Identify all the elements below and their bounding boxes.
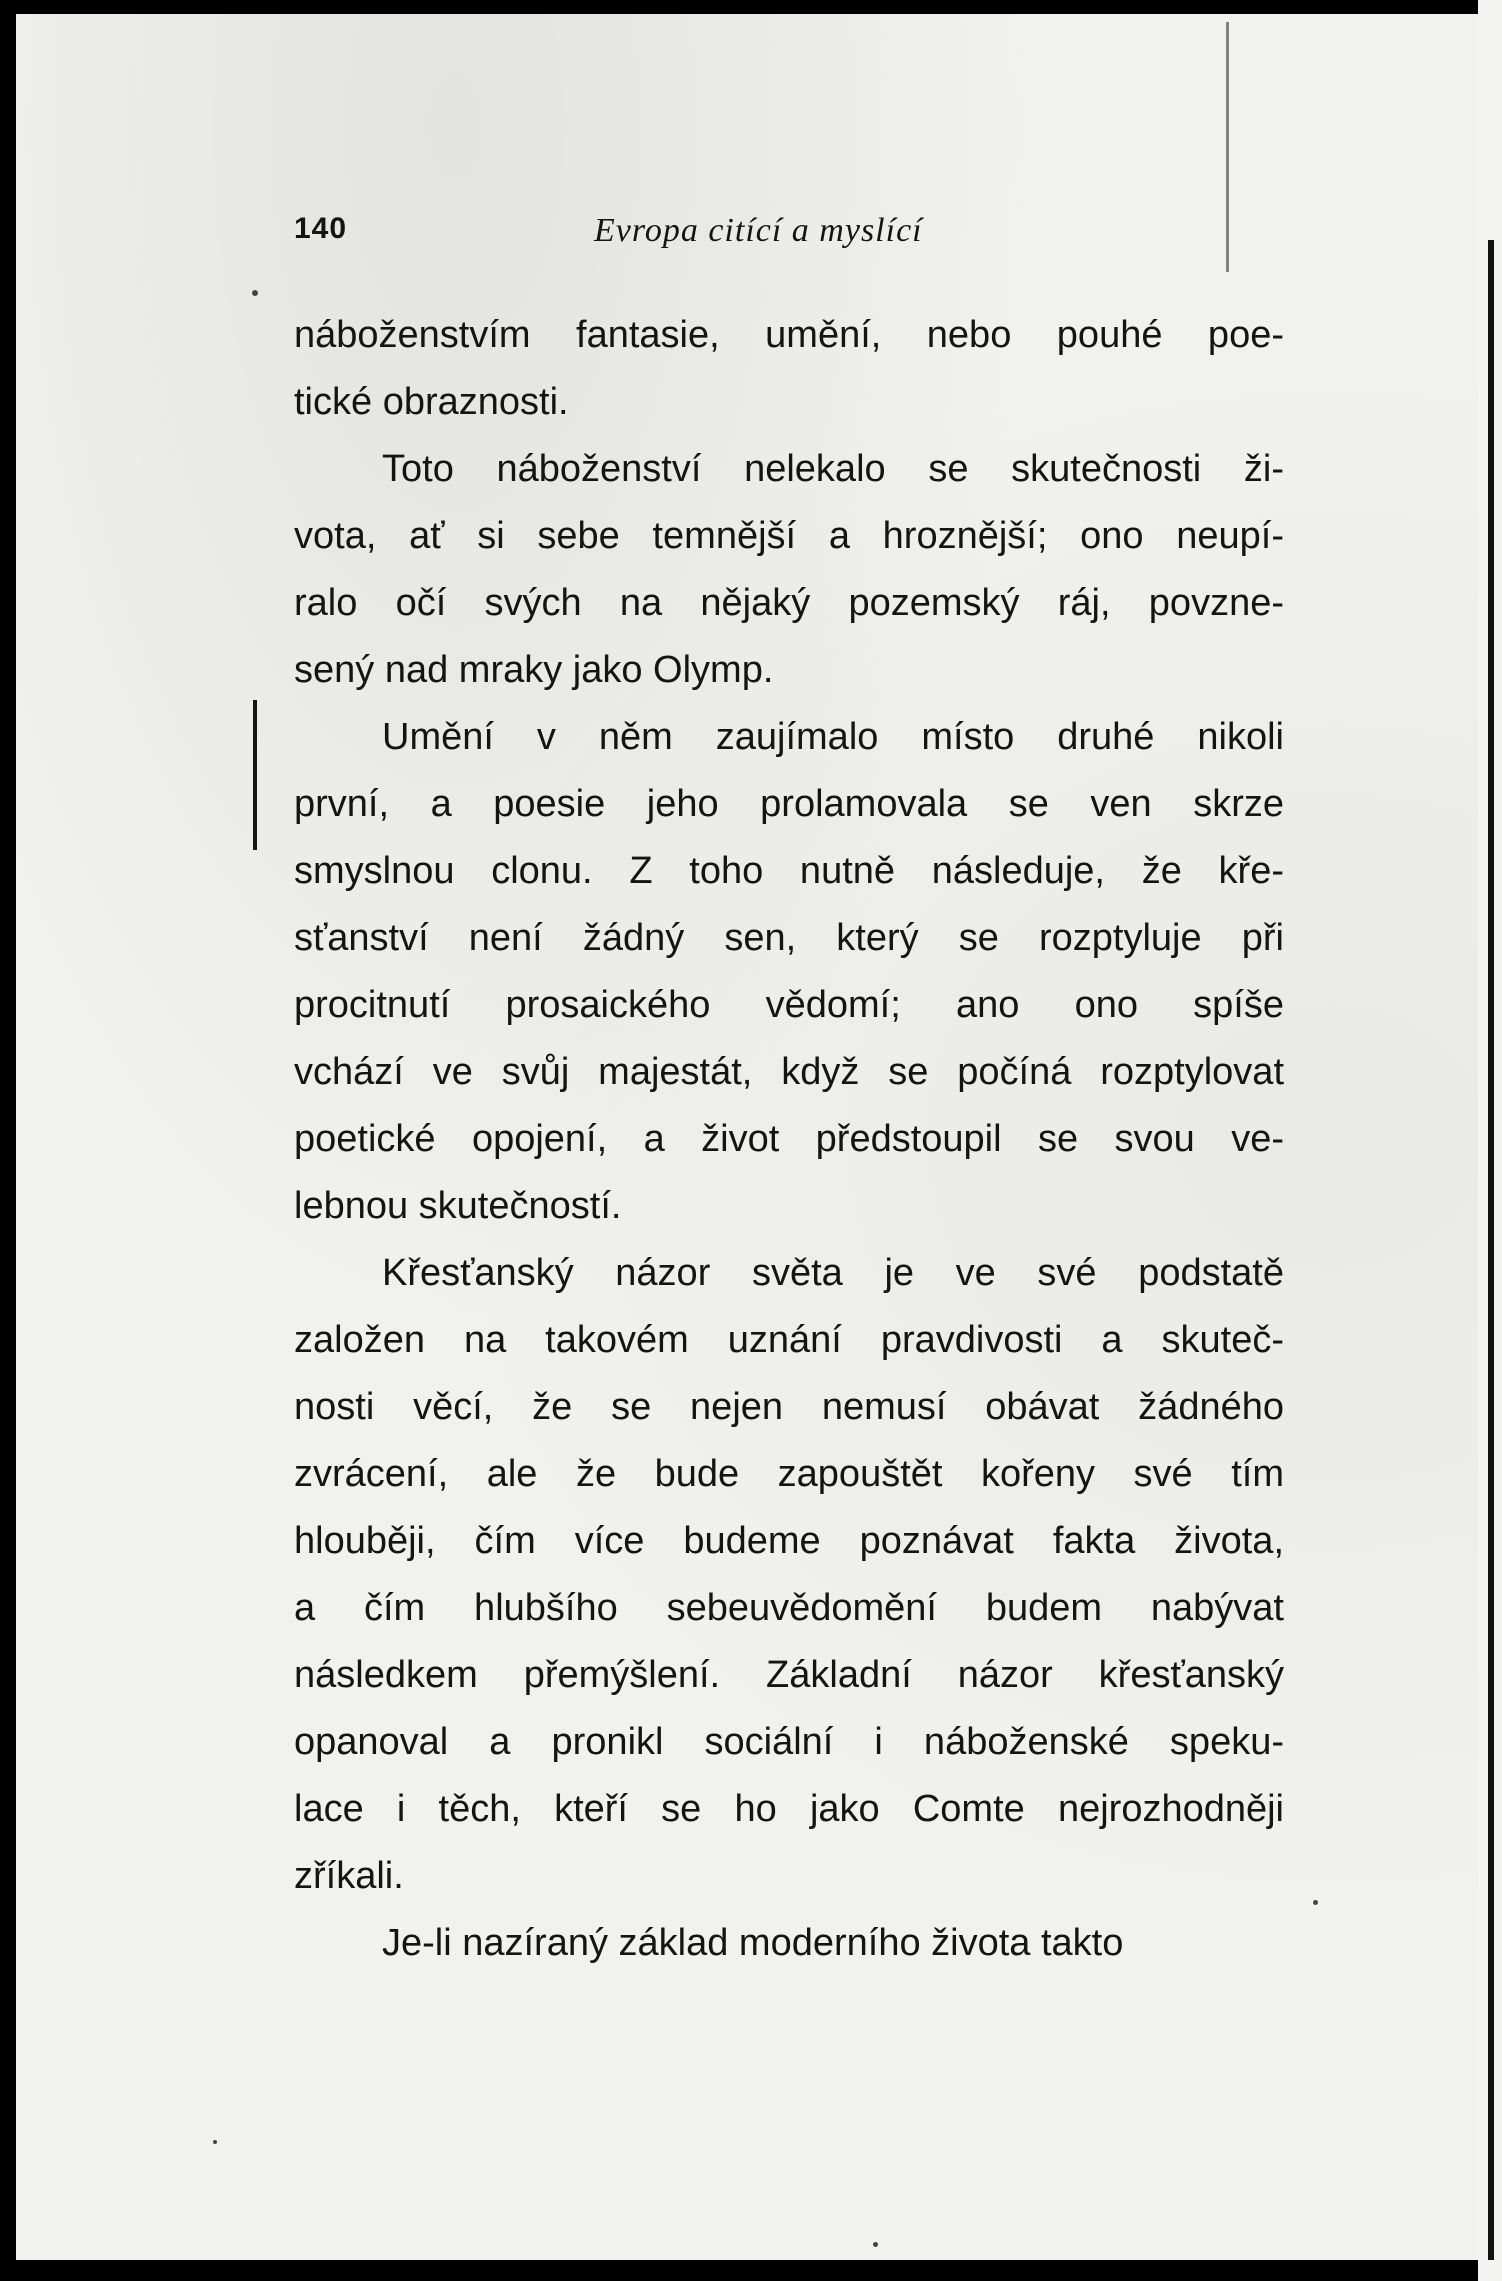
text-line: Je-li nazíraný základ moderního života takto — [382, 1922, 1124, 1964]
text-line: sený nad mraky jako Olymp. — [294, 649, 774, 691]
text-line: hlouběji, čím více budeme poznávat fakta života, — [294, 1520, 1284, 1562]
paper-speck — [252, 290, 258, 296]
paragraph — [294, 704, 1284, 1240]
text-line: založen na takovém uznání pravdivosti a skuteč- — [294, 1319, 1284, 1361]
running-title: Evropa citící a myslící — [594, 212, 923, 249]
text-line: ralo očí svých na nějaký pozemský ráj, povzne- — [294, 582, 1284, 624]
text-line: Toto náboženství nelekalo se skutečnosti ži- — [382, 448, 1284, 490]
page-number: 140 — [294, 212, 348, 245]
paragraph — [294, 1240, 1284, 1910]
text-line: Křesťanský názor světa je ve své podstatě — [382, 1252, 1284, 1294]
text-line: náboženstvím fantasie, umění, nebo pouhé poe- — [294, 314, 1284, 356]
running-header — [294, 212, 1284, 262]
paper-speck — [873, 2242, 878, 2247]
text-line: procitnutí prosaického vědomí; ano ono spíše — [294, 984, 1284, 1026]
text-line: první, a poesie jeho prolamovala se ven skrze — [294, 783, 1284, 825]
text-line: Umění v něm zaujímalo místo druhé nikoli — [382, 716, 1284, 758]
text-line: opanoval a pronikl sociální i náboženské speku- — [294, 1721, 1284, 1763]
paper-speck — [1313, 1900, 1318, 1905]
paragraph — [294, 436, 1284, 704]
text-line: nosti věcí, že se nejen nemusí obávat žádného — [294, 1386, 1284, 1428]
paper-speck — [213, 2140, 217, 2144]
text-line: zvrácení, ale že bude zapouštět kořeny své tím — [294, 1453, 1284, 1495]
text-line: lebnou skutečností. — [294, 1185, 622, 1227]
text-line: a čím hlubšího sebeuvědomění budem nabývat — [294, 1587, 1284, 1629]
text-line: poetické opojení, a život předstoupil se svou ve- — [294, 1118, 1284, 1160]
paragraph — [294, 1910, 1284, 1977]
paragraph — [294, 302, 1284, 436]
text-line: vota, ať si sebe temnější a hroznější; ono neupí- — [294, 515, 1284, 557]
text-line: zříkali. — [294, 1855, 404, 1897]
margin-pencil-mark — [253, 700, 257, 850]
text-line: lace i těch, kteří se ho jako Comte nejrozhodněji — [294, 1788, 1284, 1830]
binding-shadow — [1488, 240, 1494, 2260]
text-line: sťanství není žádný sen, který se rozptyluje při — [294, 917, 1284, 959]
text-line: následkem přemýšlení. Základní názor křesťanský — [294, 1654, 1284, 1696]
text-line: vchází ve svůj majestát, když se počíná rozptylovat — [294, 1051, 1284, 1093]
text-line: tické obraznosti. — [294, 381, 569, 423]
text-line: smyslnou clonu. Z toho nutně následuje, že kře- — [294, 850, 1284, 892]
body-text — [294, 302, 1284, 1977]
